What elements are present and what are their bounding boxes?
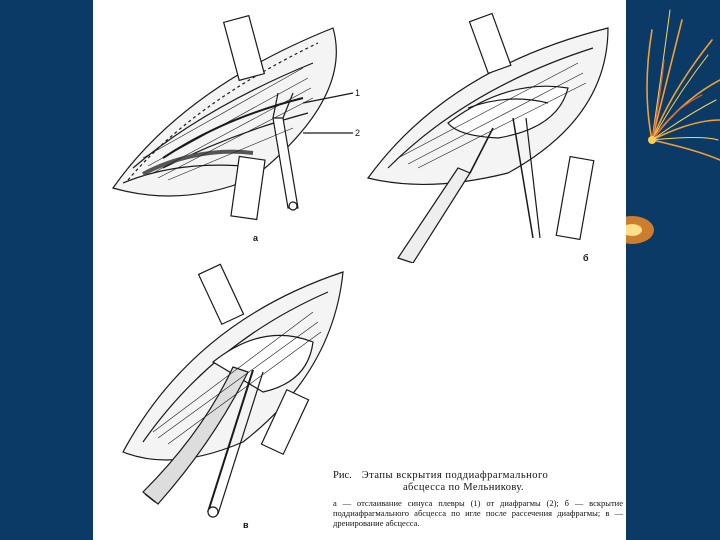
surgical-illustration-a: [103, 8, 373, 243]
document-page: [93, 0, 626, 540]
callout-2: 2: [355, 128, 361, 138]
caption-title-line1: Этапы вскрытия поддиафрагмального: [361, 470, 549, 481]
caption-title-line2: абсцесса по Мельникову.: [403, 482, 524, 493]
figure-label-b: б: [583, 253, 589, 263]
figure-label-a: а: [253, 233, 259, 243]
figure-caption: [333, 470, 623, 528]
surgical-illustration-c: [113, 262, 353, 537]
figure-label-c: в: [243, 520, 249, 530]
surgical-illustration-b: [358, 8, 623, 263]
caption-prefix: Рис.: [333, 470, 352, 481]
callout-1: 1: [355, 88, 361, 98]
caption-legend: а — отслаивание синуса плевры (1) от диафрагмы (2); б — вскрытие поддиафрагмального абсцесса по игле после рассечения диафрагмы; в — дренирование абсцесса.: [333, 498, 623, 528]
firework-decoration: [612, 0, 720, 260]
